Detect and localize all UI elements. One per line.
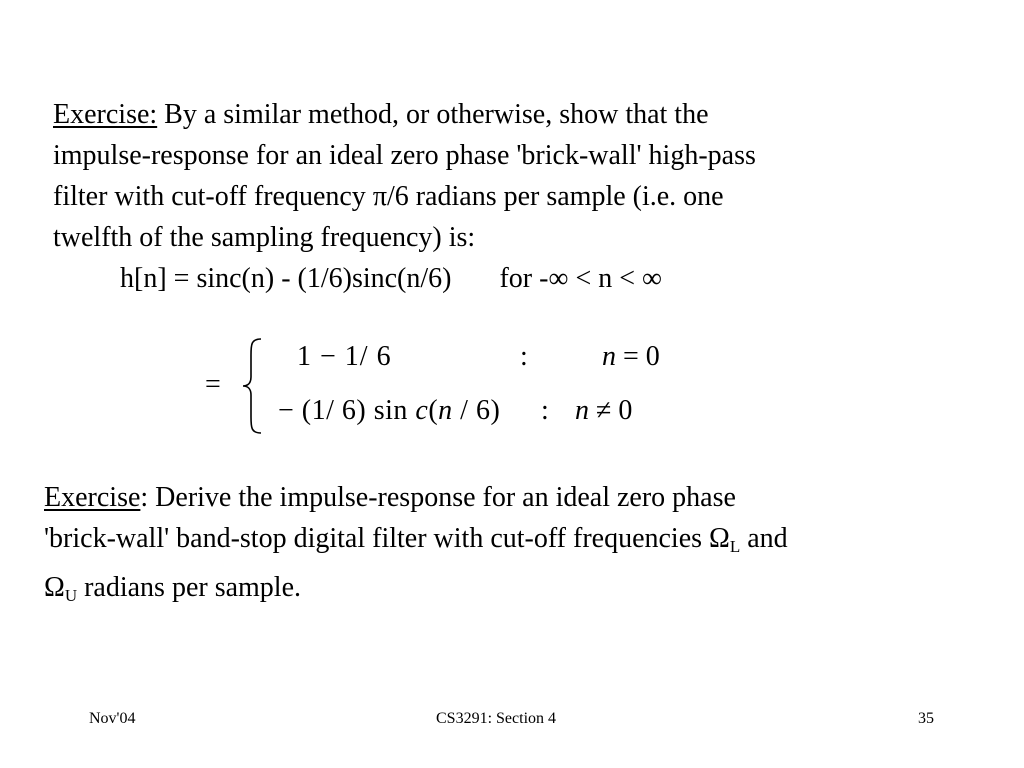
exercise-1-line-4: twelfth of the sampling frequency) is: [53, 222, 476, 253]
exercise-2-line-1 [44, 477, 788, 518]
omega-subscript-u: U [64, 586, 78, 605]
case-2-expression-close: / 6) [452, 395, 501, 426]
exercise-1-line-3 [53, 176, 756, 217]
omega-subscript-l: L [729, 537, 741, 556]
exercise-1-line-1 [53, 94, 756, 135]
case-2-colon: : [541, 395, 549, 426]
formula-text: h[n] = sinc(n) - (1/6)sinc(n/6) [120, 263, 452, 294]
exercise-1-line-3-post: /6 radians per sample (i.e. one [386, 181, 724, 212]
case-2-open-paren: ( [428, 395, 439, 426]
exercise-1-line-2: impulse-response for an ideal zero phase 'brick-wall' high-pass [53, 140, 756, 171]
exercise-1-label: Exercise: [53, 99, 158, 130]
infinity-symbol: ∞ [548, 263, 569, 294]
exercise-1-line-1-text: By a similar method, or otherwise, show that the [157, 99, 709, 130]
exercise-2-line-3-post: radians per sample. [77, 572, 302, 603]
case-2-condition-text: ≠ 0 [589, 395, 633, 426]
impulse-response-formula [53, 258, 756, 299]
case-2-c: c [415, 395, 429, 426]
footer-course: CS3291: Section 4 [436, 710, 557, 727]
equals-sign: = [205, 369, 221, 400]
exercise-2-line-2-post: and [740, 523, 788, 554]
exercise-1-text [53, 94, 756, 299]
exercise-2-line-2-pre: 'brick-wall' band-stop digital filter with cut-off frequencies [44, 523, 710, 554]
case-1-condition-text: = 0 [616, 341, 660, 372]
exercise-2-line-2 [44, 518, 788, 567]
omega-symbol-2: Ω [44, 572, 65, 603]
exercise-2-line-3 [44, 567, 788, 616]
exercise-1-line-3-pre: filter with cut-off frequency [53, 181, 373, 212]
exercise-2-line-1-text: : Derive the impulse-response for an ideal zero phase [140, 482, 736, 513]
case-2-expression-pre: − (1/ 6) sin [278, 395, 416, 426]
left-brace [239, 337, 267, 443]
case-2-variable: n [438, 395, 453, 426]
exercise-2-text [44, 477, 788, 616]
domain-prefix: for - [499, 263, 549, 294]
case-1-expression: 1 − 1/ 6 [297, 341, 392, 372]
case-2-condition [575, 395, 632, 427]
piecewise-equation [205, 333, 705, 435]
case-2-expression [278, 395, 500, 427]
case-2-condition-variable: n [575, 395, 589, 426]
footer-date: Nov'04 [89, 710, 136, 727]
infinity-symbol-2: ∞ [642, 263, 662, 294]
exercise-2-label: Exercise [44, 482, 141, 513]
omega-symbol: Ω [709, 523, 730, 554]
case-1-variable: n [602, 341, 616, 372]
domain-inequality: < n < [568, 263, 643, 294]
curly-brace-icon [239, 337, 267, 435]
case-1-condition [602, 341, 660, 373]
case-1-colon: : [520, 341, 528, 372]
pi-symbol: π [372, 181, 387, 212]
footer-page-number: 35 [918, 710, 934, 727]
